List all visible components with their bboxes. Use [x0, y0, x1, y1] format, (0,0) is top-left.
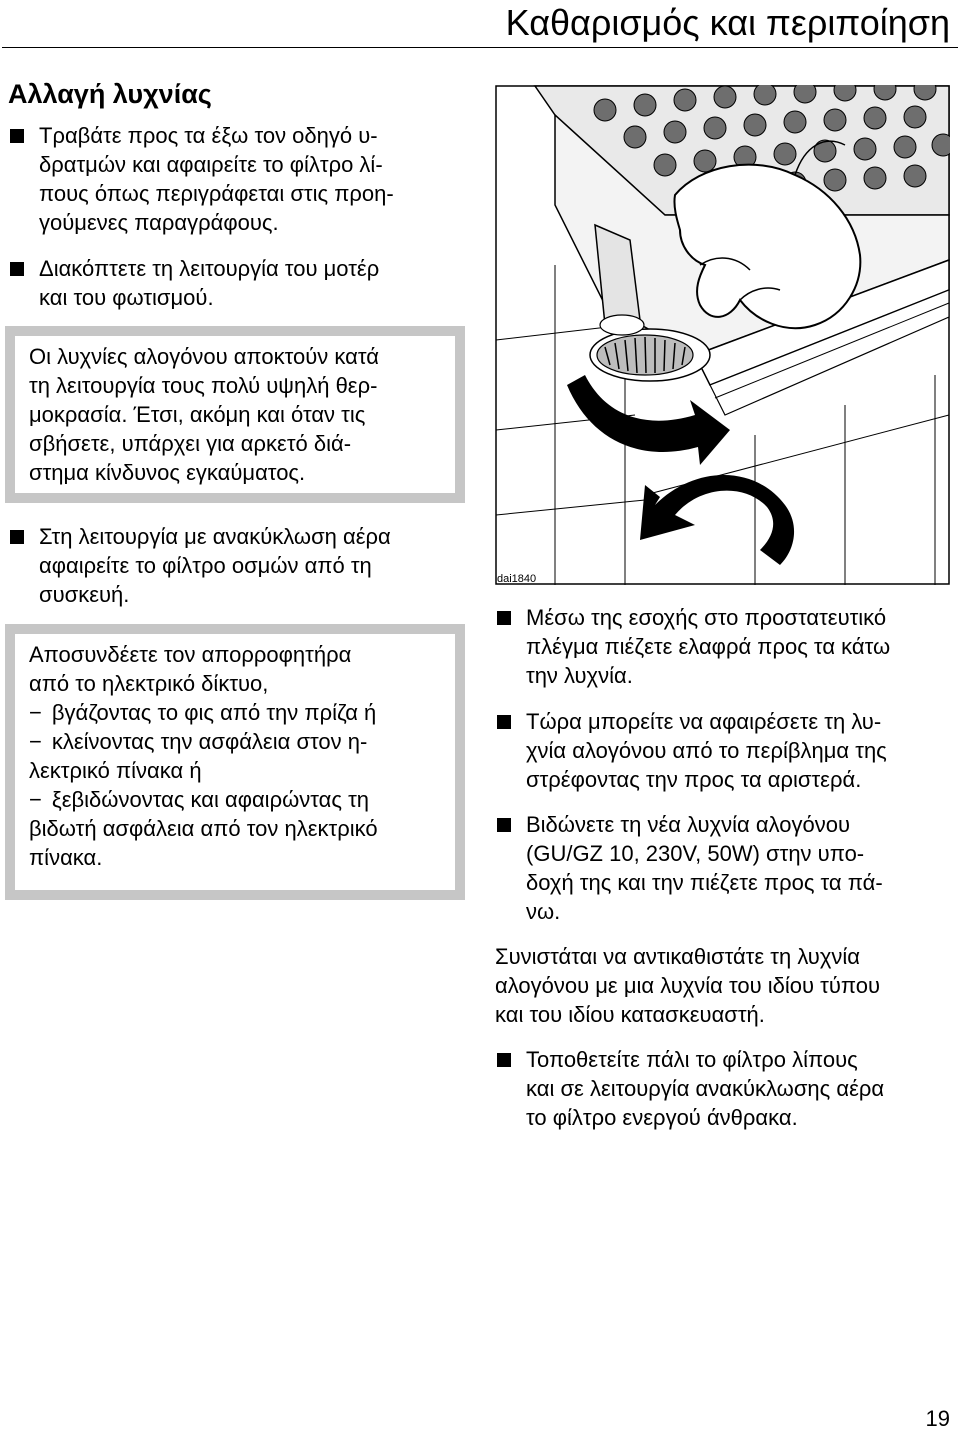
section-title: Αλλαγή λυχνίας [8, 79, 212, 109]
instruction-bullet-remove-lamp [497, 707, 955, 794]
bullet-square-icon [497, 715, 511, 729]
bullet-square-icon [497, 1053, 511, 1067]
warning-box-hot-lamp [5, 326, 465, 503]
disconnect-option-continuation: πίνακα. [29, 845, 103, 870]
bullet-square-icon [10, 530, 24, 544]
bullet-text: Μέσω της εσοχής στο προστατευτικό πλέγμα πιέζετε ελαφρά προς τα κάτω την λυχνία. [526, 605, 891, 688]
disconnect-option-plug [29, 698, 441, 727]
disconnect-option-text: ξεβιδώνοντας και αφαιρώντας τη [51, 787, 370, 812]
bullet-square-icon [10, 129, 24, 143]
disconnect-option-fuse-switch [29, 727, 441, 756]
dash-marker: − [29, 700, 42, 725]
page-header-title: Καθαρισμός και περιποίηση [505, 2, 950, 43]
header-divider [2, 47, 958, 48]
disconnect-intro: Αποσυνδέετε τον απορροφητήρα από το ηλεκτρικό δίκτυο, [29, 642, 352, 696]
disconnect-option-continuation: λεκτρικό πίνακα ή [29, 758, 202, 783]
bullet-text: Τώρα μπορείτε να αφαιρέσετε τη λυ- χνία αλογόνου από το περίβλημα της στρέφοντας την προς τα αριστερά. [526, 709, 887, 792]
instruction-bullet-switch-off [10, 254, 480, 312]
page-number: 19 [925, 1406, 950, 1431]
recommendation-paragraph: Συνιστάται να αντικαθιστάτε τη λυχνία αλογόνου με μια λυχνία του ιδίου τύπου και του ιδίου κατασκευαστή. [495, 944, 881, 1027]
instruction-bullet-remove-odour-filter [10, 522, 480, 609]
bullet-text: Τραβάτε προς τα έξω τον οδηγό υ- δρατμών και αφαιρείτε το φίλτρο λί- πους όπως περιγράφεται στις προη- γούμενες παραγράφους. [39, 123, 394, 235]
instruction-bullet-press-lamp [497, 603, 955, 690]
disconnect-option-text: βγάζοντας το φις από την πρίζα ή [51, 700, 377, 725]
bullet-text: Στη λειτουργία με ανακύκλωση αέρα αφαιρείτε το φίλτρο οσμών από τη συσκευή. [39, 524, 391, 607]
bullet-square-icon [497, 818, 511, 832]
disconnect-option-continuation: βιδωτή ασφάλεια από τον ηλεκτρικό [29, 816, 378, 841]
warning-box-disconnect-power [5, 624, 465, 900]
bullet-text: Διακόπτετε τη λειτουργία του μοτέρ και του φωτισμού. [39, 256, 380, 310]
instruction-bullet-insert-new-lamp [497, 810, 955, 926]
instruction-bullet-refit-filters [497, 1045, 955, 1132]
disconnect-option-unscrew-fuse [29, 785, 441, 814]
warning-text: Οι λυχνίες αλογόνου αποκτούν κατά τη λειτουργία τους πολύ υψηλή θερ- μοκρασία. Έτσι, ακόμη και όταν τις σβήσετε, υπάρχει για αρκετό διά- στημα κίνδυνος εγκαύματος. [29, 344, 379, 485]
instruction-bullet-pull-out-guide [10, 121, 480, 237]
figure-reference-id: dai1840 [497, 573, 537, 585]
dash-marker: − [29, 729, 42, 754]
disconnect-option-text: κλείνοντας την ασφάλεια στον η- [51, 729, 368, 754]
bullet-square-icon [10, 262, 24, 276]
bullet-square-icon [497, 611, 511, 625]
bullet-text: Τοποθετείτε πάλι το φίλτρο λίπους και σε λειτουργία ανακύκλωσης αέρα το φίλτρο ενεργού άνθρακα. [526, 1047, 885, 1130]
bullet-text: Βιδώνετε τη νέα λυχνία αλογόνου (GU/GZ 10, 230V, 50W) στην υπο- δοχή της και την πιέζετε προς τα πά- νω. [526, 812, 883, 924]
dash-marker: − [29, 787, 42, 812]
hand-removing-halogen-lamp-illustration [495, 85, 950, 585]
